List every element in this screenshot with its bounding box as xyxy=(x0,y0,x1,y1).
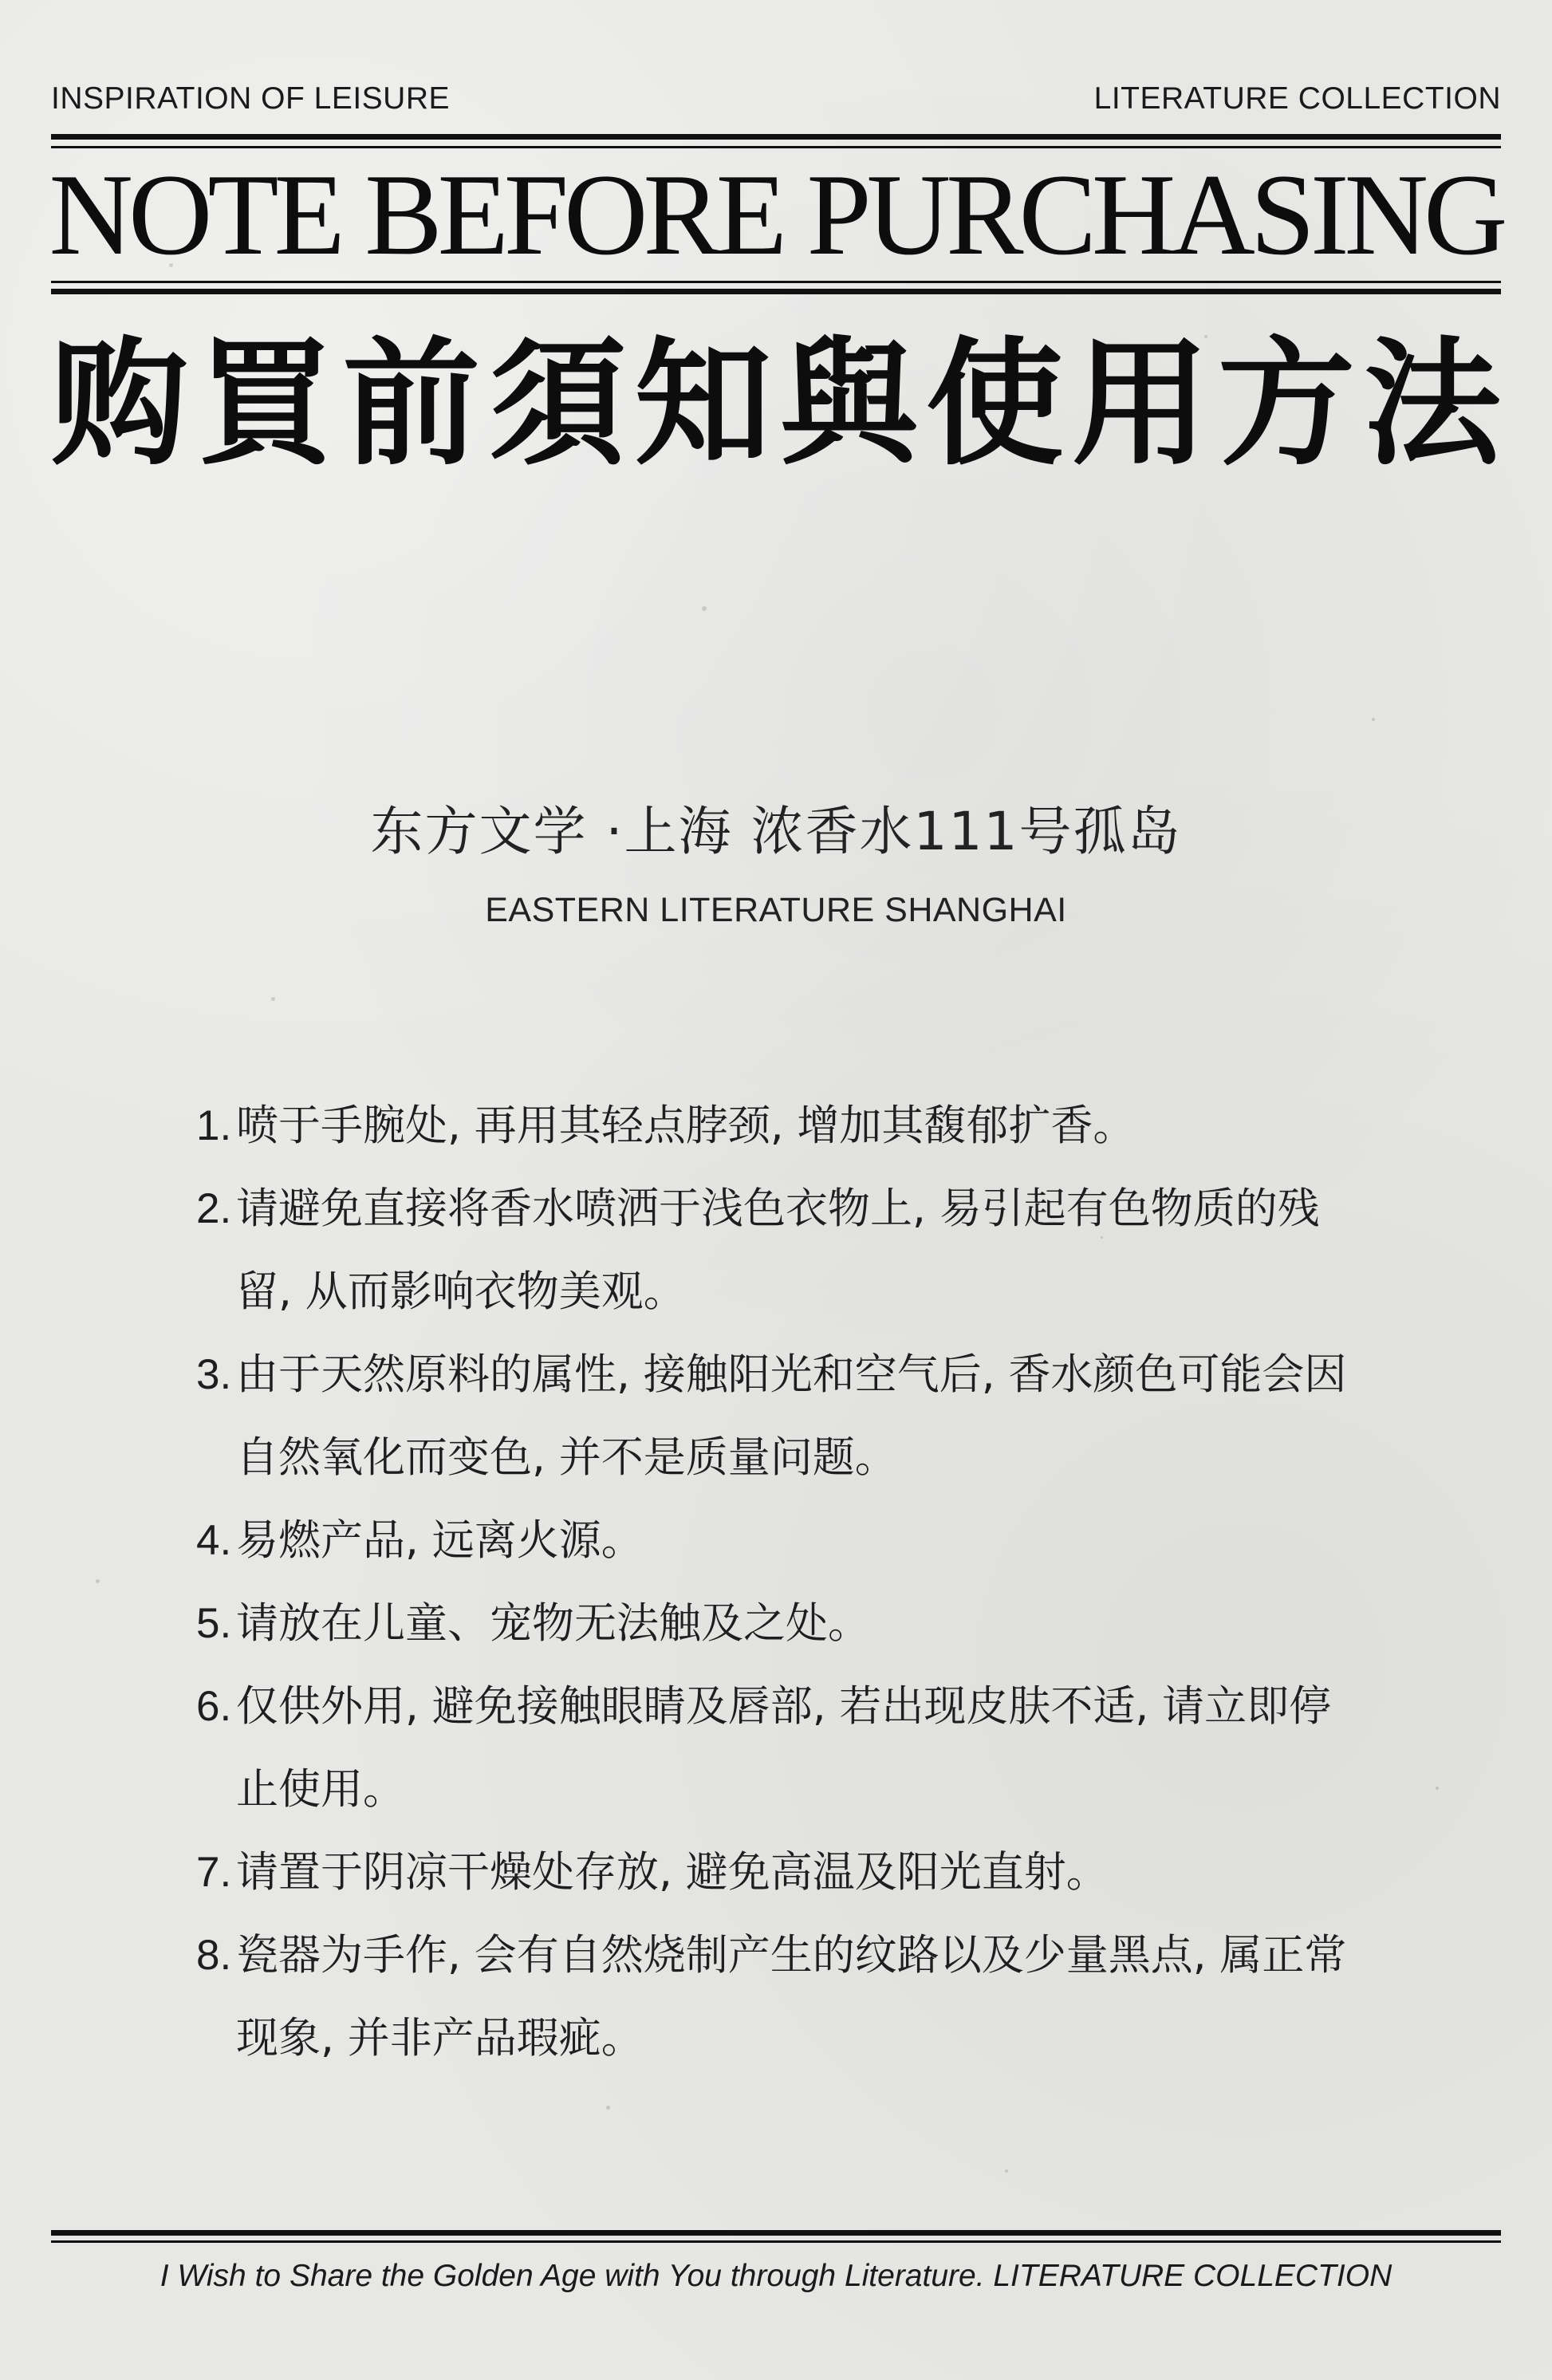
note-number: 5. xyxy=(196,1600,232,1647)
footer-rule-thin xyxy=(51,2240,1501,2243)
note-number: 3. xyxy=(196,1351,232,1398)
note-number: 8. xyxy=(196,1932,232,1979)
note-item xyxy=(196,1085,1369,1168)
note-text: 瓷器为手作, 会有自然烧制产生的纹路以及少量黑点, 属正常现象, 并非产品瑕疵。 xyxy=(236,1931,1347,2063)
header-rule-bottom-thick xyxy=(51,289,1501,294)
header-rule-bottom-thin xyxy=(51,281,1501,283)
header-rule-top-thick xyxy=(51,134,1501,140)
usage-notes-list xyxy=(196,1085,1369,2080)
chinese-title-char: 法 xyxy=(1363,322,1501,484)
note-text: 请放在儿童、宠物无法触及之处。 xyxy=(236,1599,870,1648)
note-text: 仅供外用, 避免接触眼睛及唇部, 若出现皮肤不适, 请立即停止使用。 xyxy=(236,1682,1332,1814)
note-number: 7. xyxy=(196,1849,232,1896)
chinese-title-char: 使 xyxy=(926,322,1064,484)
note-item xyxy=(196,1499,1369,1582)
footer-tagline: I Wish to Share the Golden Age with You through Literature. LITERATURE COLLECTION xyxy=(160,2259,1392,2293)
chinese-title-char: 買 xyxy=(196,322,334,484)
note-text: 喷于手腕处, 再用其轻点脖颈, 增加其馥郁扩香。 xyxy=(236,1101,1136,1150)
note-text: 请避免直接将香水喷洒于浅色衣物上, 易引起有色物质的残留, 从而影响衣物美观。 xyxy=(236,1184,1320,1316)
brand-tagline-label: INSPIRATION OF LEISURE xyxy=(51,81,451,116)
note-number: 4. xyxy=(196,1517,232,1564)
note-number: 1. xyxy=(196,1102,232,1149)
note-text: 由于天然原料的属性, 接触阳光和空气后, 香水颜色可能会因自然氧化而变色, 并不是质量问题。 xyxy=(236,1350,1347,1482)
note-item xyxy=(196,1582,1369,1665)
note-item xyxy=(196,1334,1369,1499)
note-item xyxy=(196,1914,1369,2080)
note-text: 易燃产品, 远离火源。 xyxy=(236,1516,644,1565)
page-headline: NOTE BEFORE PURCHASING xyxy=(49,150,1503,279)
chinese-title-char: 知 xyxy=(634,322,772,484)
note-number: 6. xyxy=(196,1683,232,1730)
note-item xyxy=(196,1665,1369,1831)
note-number: 2. xyxy=(196,1185,232,1232)
chinese-title-char: 前 xyxy=(342,322,480,484)
note-text: 请置于阴凉干燥处存放, 避免高温及阳光直射。 xyxy=(236,1848,1109,1897)
chinese-title-char: 购 xyxy=(51,322,188,484)
brand-name-english: EASTERN LITERATURE SHANGHAI xyxy=(485,891,1067,929)
chinese-title-char: 與 xyxy=(780,322,918,484)
note-item xyxy=(196,1831,1369,1914)
chinese-title-char: 用 xyxy=(1072,322,1210,484)
collection-label: LITERATURE COLLECTION xyxy=(1093,81,1501,116)
chinese-title xyxy=(51,322,1501,484)
header-rule-top-thin xyxy=(51,146,1501,148)
footer-rule-thick xyxy=(51,2230,1501,2236)
note-item xyxy=(196,1168,1369,1334)
chinese-title-char: 須 xyxy=(488,322,626,484)
chinese-title-char: 方 xyxy=(1218,322,1355,484)
brand-name-chinese: 东方文学 ·上海 浓香水111号孤岛 xyxy=(370,801,1182,862)
